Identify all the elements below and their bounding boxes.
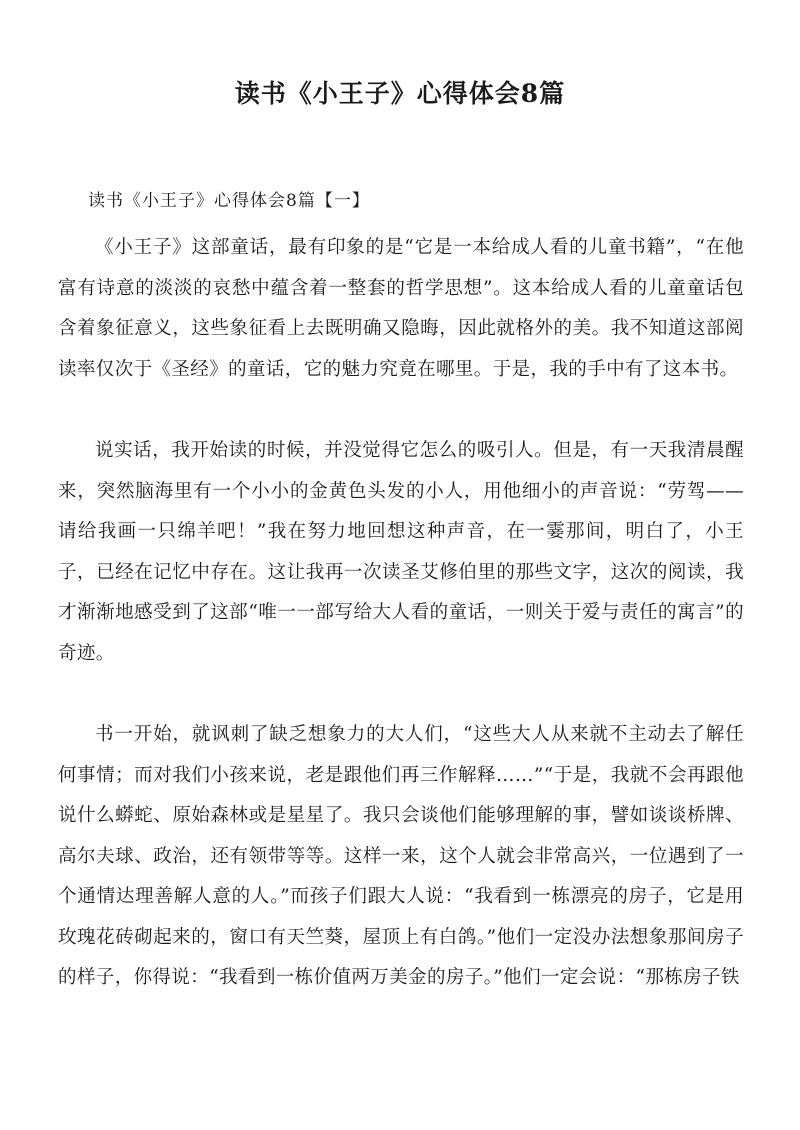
paragraph: 书一开始，就讽刺了缺乏想象力的大人们，“这些大人从来就不主动去了解任何事情；而对我们小孩来说，老是跟他们再三作解释……”“于是，我就不会再跟他说什么蟒蛇、原始森林或是星星了。我只会谈他们能够理解的事，譬如谈谈桥牌、高尔夫球、政治，还有领带等等。这样一来，这个人就会非常高兴，一位遇到了一个通情达理善解人意的人。”而孩子们跟大人说：“我看到一栋漂亮的房子，它是用玫瑰花砖砌起来的，窗口有天竺葵，屋顶上有白鸽。”他们一定没办法想象那间房子的样子，你得说：“我看到一栋价值两万美金的房子。”他们一定会说：“那栋房子铁 — [58, 724, 744, 988]
paragraph: 说实话，我开始读的时候，并没觉得它怎么的吸引人。但是，有一天我清晨醒来，突然脑海里有一个小小的金黄色头发的小人，用他细小的声音说：“劳驾——请给我画一只绵羊吧！”我在努力地回想这种声音，在一霎那间，明白了，小王子，已经在记忆中存在。这让我再一次读圣艾修伯里的那些文字，这次的阅读，我才渐渐地感受到了这部“唯一一部写给大人看的童话，一则关于爱与责任的寓言”的奇迹。 — [58, 440, 744, 664]
paragraph: 《小王子》这部童话，最有印象的是“它是一本给成人看的儿童书籍”，“在他富有诗意的淡淡的哀愁中蕴含着一整套的哲学思想”。这本给成人看的儿童童话包含着象征意义，这些象征看上去既明确又隐晦，因此就格外的美。我不知道这部阅读率仅次于《圣经》的童话，它的魅力究竟在哪里。于是，我的手中有了这本书。 — [58, 237, 744, 380]
document-title: 读书《小王子》心得体会8篇 — [234, 79, 566, 108]
section-heading: 读书《小王子》心得体会8篇【一】 — [88, 191, 370, 211]
